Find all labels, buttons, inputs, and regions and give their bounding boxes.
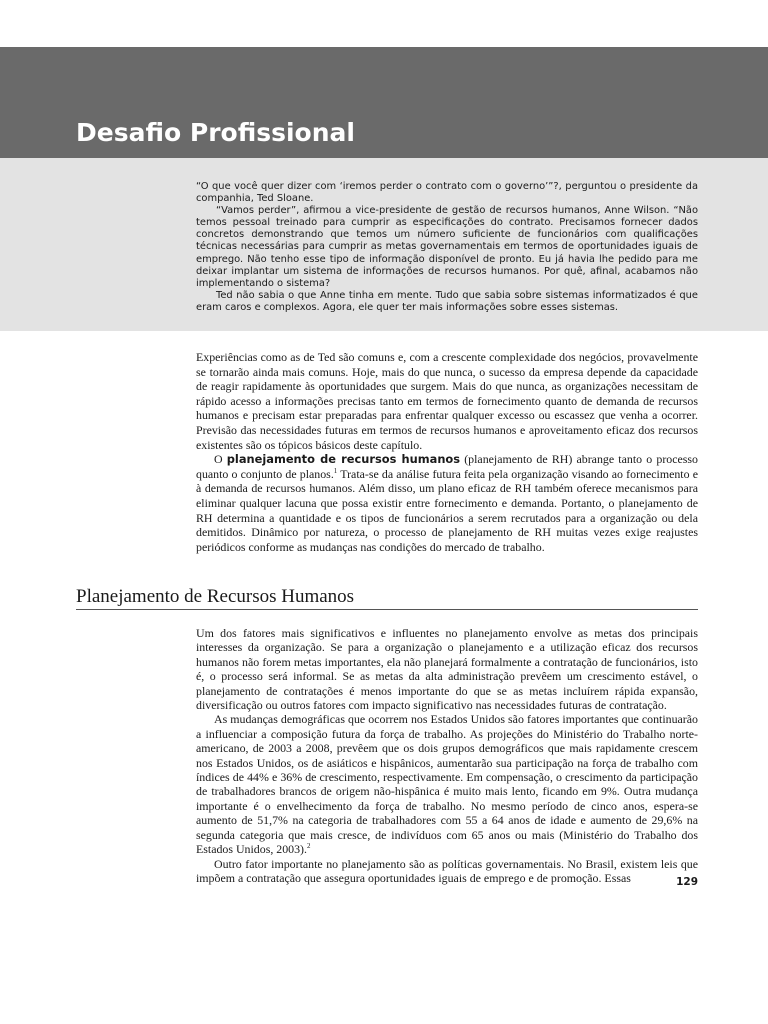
intro-text — [196, 350, 698, 554]
body-paragraph: Um dos fatores mais significativos e influentes no planejamento envolve as metas dos principais interesses da organização. Se para a organização o planejamento e a utilização eficaz dos recursos humanos não forem metas importantes, ela não planejará formalmente a contratação de funcionários, isto é, o processo será informal. Se as metas da alta administração prevêem um crescimento estável, o planejamento de contratações é menos importante do que se as metas incluírem rápida expansão, diversificação ou outros fatores com impacto significativo nas necessidades futuras de contratação. — [196, 626, 698, 713]
body-paragraph — [196, 452, 698, 554]
footnote-marker[interactable]: 2 — [306, 842, 311, 851]
page-number: 129 — [676, 876, 698, 888]
footnote-marker[interactable]: 1 — [333, 466, 338, 475]
section-body-text — [196, 626, 698, 885]
key-term: planejamento de recursos humanos — [226, 452, 461, 467]
chapter-box-title: Desafio Profissional — [76, 118, 355, 147]
text-run: As mudanças demográficas que ocorrem nos Estados Unidos são fatores importantes que continuarão a influenciar a composição futura da força de trabalho. As projeções do Ministério do Trabalho norte-americano, de 2003 a 2008, prevêem que os dois grupos demográficos que mais rapidamente crescem nos Estados Unidos, os de asiáticos e hispânicos, aumentarão sua participação na força de trabalho com índices de 44% e 36% de crescimento, respectivamente. Em compensação, o crescimento da participação de trabalhadores brancos de origem não-hispânica é muito mais lento, ficando em 9%. Outra mudança importante é o envelhecimento da força de trabalho. No mesmo período de cinco anos, espera-se aumento de 51,7% na categoria de trabalhadores com 55 a 64 anos de idade e aumento de 29,6% na segunda categoria que mais cresce, de indivíduos com 65 anos ou mais (Ministério do Trabalho dos Estados Unidos, 2003). — [196, 712, 698, 857]
case-paragraph: “Vamos perder”, afirmou a vice-presidente de gestão de recursos humanos, Anne Wilson. “Não temos pessoal treinado para cumprir as especificações do contrato. Precisamos fornecer dados concretos demonstrando que temos um número suficiente de funcionários com qualificações técnicas necessárias para cumprir as metas governamentais em termos de oportunidades iguais de emprego. Não tenho esse tipo de informação disponível de pronto. Eu já havia lhe pedido para me deixar implantar um sistema de informações de recursos humanos. Por quê, afinal, acabamos não implementando o sistema? — [196, 205, 698, 289]
text-run: (planejamento de RH) abrange tanto o processo quanto o conjunto de planos. — [196, 452, 698, 481]
body-paragraph: Outro fator importante no planejamento são as políticas governamentais. No Brasil, existem leis que impõem a contratação que assegura oportunidades iguais de emprego e de promoção. Essas — [196, 856, 698, 885]
case-paragraph: Ted não sabia o que Anne tinha em mente. Tudo que sabia sobre sistemas informatizados é que eram caros e complexos. Agora, ele quer ter mais informações sobre esses sistemas. — [196, 289, 698, 313]
case-paragraph: “O que você quer dizer com ‘iremos perder o contrato com o governo’”?, perguntou o presidente da companhia, Ted Sloane. — [196, 181, 698, 205]
section-heading: Planejamento de Recursos Humanos — [76, 586, 698, 610]
text-run: Trata-se da análise futura feita pela organização visando ao fornecimento e à demanda de recursos humanos. Além disso, um plano eficaz de RH também oferece mecanismos para eliminar qualquer lacuna que possa existir entre fornecimento e demanda. Portanto, o planejamento de RH determina a quantidade e os tipos de funcionários a serem recrutados para a organização ou dela demitidos. Dinâmico por natureza, o processo de planejamento de RH muitas vezes exige reajustes periódicos conforme as mudanças nas condições do mercado de trabalho. — [196, 466, 698, 554]
text-run: O — [214, 452, 227, 467]
body-paragraph: Experiências como as de Ted são comuns e, com a crescente complexidade dos negócios, provavelmente se tornarão ainda mais comuns. Hoje, mais do que nunca, o sucesso da empresa depende da capacidade de reagir rapidamente às oportunidades que surgem. Mais do que nunca, as organizações necessitam de rápido acesso a informações precisas tanto em termos de fornecimento quanto de demanda de recursos humanos e precisam estar preparadas para enfrentar qualquer excesso ou escassez que venha a ocorrer. Previsão das necessidades futuras em termos de recursos humanos e aproveitamento eficaz dos recursos existentes são os tópicos básicos deste capítulo. — [196, 350, 698, 452]
case-box-text — [196, 181, 698, 314]
body-paragraph — [196, 712, 698, 856]
